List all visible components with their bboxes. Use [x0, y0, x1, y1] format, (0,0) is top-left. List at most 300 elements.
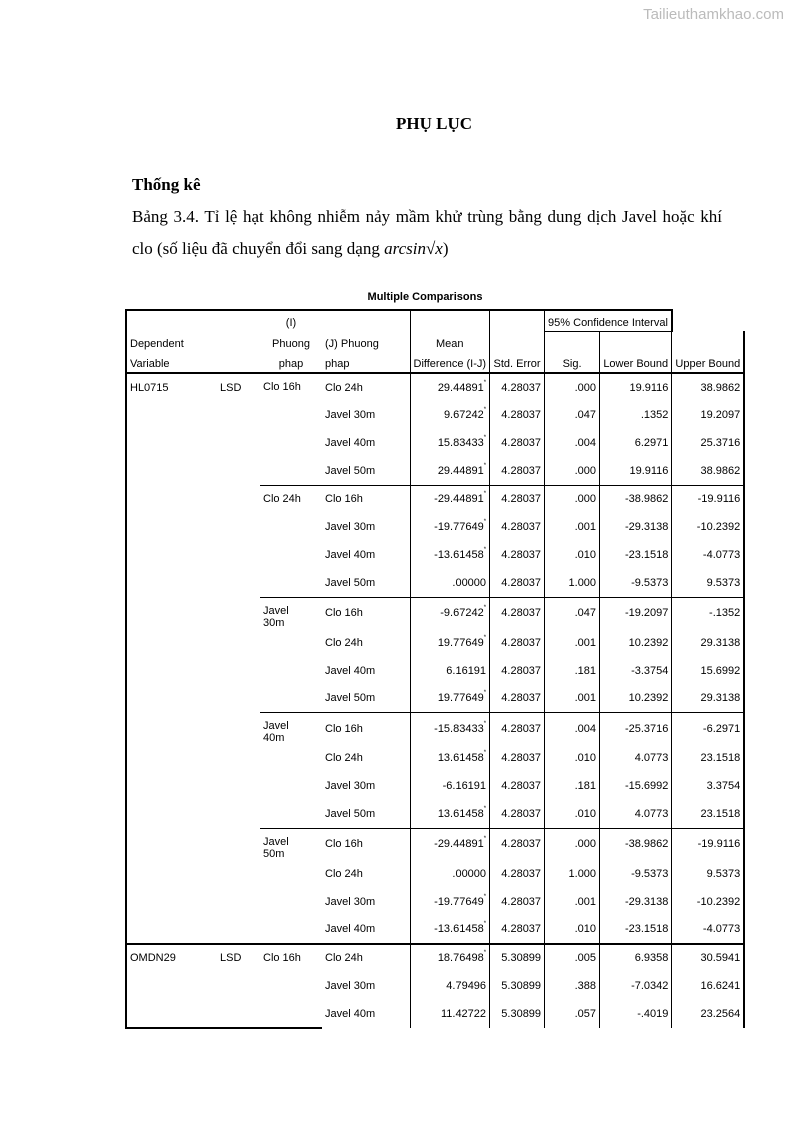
- std-error-cell: 4.28037: [490, 860, 545, 888]
- mean-diff-cell: [410, 685, 490, 713]
- mean-diff-value: 18.76498: [437, 952, 484, 964]
- table-row: [126, 513, 744, 541]
- method-cell: [217, 744, 260, 772]
- table-row: [126, 888, 744, 916]
- significance-star: *: [483, 690, 487, 697]
- method-cell: [217, 685, 260, 713]
- mean-diff-value: 29.44891: [437, 464, 484, 477]
- header-stderr: Std. Error: [490, 352, 545, 373]
- std-error-cell: 4.28037: [490, 513, 545, 541]
- method-cell: [217, 657, 260, 685]
- std-error-cell: 4.28037: [490, 373, 545, 401]
- significance-star: *: [483, 720, 487, 727]
- lower-bound-cell: -9.5373: [600, 569, 672, 597]
- sig-cell: .181: [545, 657, 600, 685]
- upper-bound-cell: -4.0773: [672, 916, 744, 944]
- upper-bound-cell: 30.5941: [672, 944, 744, 972]
- std-error-cell: 5.30899: [490, 972, 545, 1000]
- lower-bound-cell: 10.2392: [600, 629, 672, 657]
- mean-diff-value: -29.44891: [434, 493, 484, 506]
- lower-bound-cell: -9.5373: [600, 860, 672, 888]
- mean-diff-cell: [410, 657, 490, 685]
- std-error-cell: 4.28037: [490, 569, 545, 597]
- significance-star: *: [483, 407, 487, 413]
- table-row: [126, 828, 744, 860]
- j-method-cell: Javel 30m: [322, 772, 410, 800]
- lower-bound-cell: -38.9862: [600, 485, 672, 513]
- table-row: [126, 657, 744, 685]
- lower-bound-cell: 4.0773: [600, 744, 672, 772]
- upper-bound-cell: 9.5373: [672, 569, 744, 597]
- upper-bound-cell: 23.1518: [672, 744, 744, 772]
- header-cell: [600, 331, 672, 352]
- lower-bound-cell: -19.2097: [600, 597, 672, 629]
- header-row-1: [126, 310, 744, 331]
- sig-cell: .000: [545, 485, 600, 513]
- i-method-cell: [260, 744, 322, 772]
- multiple-comparisons-table: [125, 309, 745, 1029]
- i-method-cell: [260, 772, 322, 800]
- std-error-cell: 4.28037: [490, 541, 545, 569]
- significance-star: *: [483, 836, 487, 842]
- method-cell: [217, 401, 260, 429]
- upper-bound-cell: -.1352: [672, 597, 744, 629]
- header-sig: Sig.: [545, 352, 600, 373]
- std-error-cell: 4.28037: [490, 429, 545, 457]
- sig-cell: .001: [545, 685, 600, 713]
- std-error-cell: 4.28037: [490, 401, 545, 429]
- dependent-variable-cell: [126, 629, 217, 657]
- upper-bound-cell: 38.9862: [672, 457, 744, 485]
- i-method-cell: [260, 629, 322, 657]
- dependent-variable-cell: OMDN29: [126, 944, 217, 972]
- sig-cell: .001: [545, 888, 600, 916]
- i-method-cell: [260, 713, 322, 745]
- header-i-line3: phap: [260, 352, 322, 373]
- sig-cell: .004: [545, 429, 600, 457]
- std-error-cell: 4.28037: [490, 888, 545, 916]
- mean-diff-cell: [410, 457, 490, 485]
- i-method-cell: [260, 401, 322, 429]
- j-method-cell: Javel 40m: [322, 657, 410, 685]
- significance-star: *: [483, 634, 487, 641]
- sig-cell: 1.000: [545, 860, 600, 888]
- std-error-cell: 5.30899: [490, 944, 545, 972]
- mean-diff-cell: [410, 597, 490, 629]
- j-method-cell: Javel 40m: [322, 1000, 410, 1028]
- i-method-cell: [260, 597, 322, 629]
- std-error-cell: 4.28037: [490, 657, 545, 685]
- upper-bound-cell: 3.3754: [672, 772, 744, 800]
- table-row: [126, 1000, 744, 1028]
- caption-text: Bảng 3.4. Tỉ lệ hạt không nhiễm nảy mầm khử trùng bằng dung dịch Javel hoặc khí clo (số liệu đã chuyển đổi sang dạng: [132, 207, 722, 258]
- i-method-cell: [260, 657, 322, 685]
- i-method-line2: 40m: [263, 732, 285, 744]
- table-title: Multiple Comparisons: [367, 291, 483, 303]
- significance-star: *: [483, 462, 487, 469]
- mean-diff-value: 29.44891: [437, 381, 484, 394]
- j-method-cell: Javel 30m: [322, 972, 410, 1000]
- std-error-cell: 4.28037: [490, 800, 545, 828]
- dependent-variable-cell: [126, 916, 217, 944]
- upper-bound-cell: 19.2097: [672, 401, 744, 429]
- mean-diff-value: -19.77649: [434, 521, 484, 533]
- header-row-3: [126, 352, 744, 373]
- mean-diff-cell: [410, 629, 490, 657]
- i-method-cell: [260, 828, 322, 860]
- method-cell: [217, 513, 260, 541]
- sig-cell: 1.000: [545, 569, 600, 597]
- j-method-cell: Clo 24h: [322, 944, 410, 972]
- header-upper: Upper Bound: [672, 352, 744, 373]
- table-row: [126, 629, 744, 657]
- table-caption: [132, 201, 722, 265]
- upper-bound-cell: -10.2392: [672, 513, 744, 541]
- method-cell: [217, 485, 260, 513]
- sig-cell: .001: [545, 513, 600, 541]
- header-mean-line1: Mean: [410, 331, 490, 352]
- dependent-variable-cell: [126, 597, 217, 629]
- dependent-variable-cell: [126, 541, 217, 569]
- method-cell: [217, 888, 260, 916]
- lower-bound-cell: 4.0773: [600, 800, 672, 828]
- method-cell: [217, 429, 260, 457]
- std-error-cell: 4.28037: [490, 828, 545, 860]
- lower-bound-cell: 19.9116: [600, 373, 672, 401]
- table-row: [126, 429, 744, 457]
- dependent-variable-cell: [126, 401, 217, 429]
- mean-diff-cell: [410, 772, 490, 800]
- i-method-line1: Javel: [263, 604, 289, 617]
- std-error-cell: 4.28037: [490, 685, 545, 713]
- table-row: [126, 916, 744, 944]
- header-cell: [490, 310, 545, 331]
- lower-bound-cell: -29.3138: [600, 888, 672, 916]
- table-row: [126, 944, 744, 972]
- j-method-cell: Clo 24h: [322, 860, 410, 888]
- table-row: [126, 401, 744, 429]
- std-error-cell: 4.28037: [490, 597, 545, 629]
- lower-bound-cell: -29.3138: [600, 513, 672, 541]
- j-method-cell: Javel 30m: [322, 888, 410, 916]
- upper-bound-cell: 16.6241: [672, 972, 744, 1000]
- i-method-cell: [260, 860, 322, 888]
- sig-cell: .010: [545, 744, 600, 772]
- mean-diff-cell: [410, 541, 490, 569]
- significance-star: *: [483, 519, 487, 525]
- i-method-cell: [260, 888, 322, 916]
- mean-diff-cell: [410, 860, 490, 888]
- mean-diff-value: 11.42722: [440, 1007, 487, 1020]
- sig-cell: .001: [545, 629, 600, 657]
- i-method-line1: Clo 24h: [263, 492, 301, 505]
- mean-diff-cell: [410, 373, 490, 401]
- mean-diff-value: -9.67242: [440, 607, 484, 619]
- header-j-line2: phap: [322, 352, 410, 373]
- i-method-cell: [260, 457, 322, 485]
- mean-diff-cell: [410, 569, 490, 597]
- method-cell: [217, 1000, 260, 1028]
- significance-star: *: [483, 491, 487, 498]
- dependent-variable-cell: [126, 429, 217, 457]
- header-row-2: [126, 331, 744, 352]
- mean-diff-value: .00000: [452, 576, 487, 589]
- page-title: PHỤ LỤC: [395, 114, 473, 133]
- table-row: [126, 972, 744, 1000]
- i-method-line2: 30m: [263, 616, 285, 629]
- mean-diff-value: -15.83433: [434, 722, 484, 735]
- mean-diff-value: 13.61458: [437, 807, 484, 820]
- j-method-cell: Clo 24h: [322, 629, 410, 657]
- upper-bound-cell: -19.9116: [672, 485, 744, 513]
- method-cell: [217, 860, 260, 888]
- upper-bound-cell: 23.1518: [672, 800, 744, 828]
- upper-bound-cell: 23.2564: [672, 1000, 744, 1028]
- dependent-variable-cell: [126, 485, 217, 513]
- i-method-cell: [260, 1000, 322, 1028]
- mean-diff-value: 6.16191: [446, 664, 487, 677]
- mean-diff-cell: [410, 513, 490, 541]
- mean-diff-value: 13.61458: [437, 752, 484, 764]
- lower-bound-cell: 6.9358: [600, 944, 672, 972]
- lower-bound-cell: -3.3754: [600, 657, 672, 685]
- mean-diff-value: 4.79496: [446, 979, 487, 992]
- j-method-cell: Javel 50m: [322, 800, 410, 828]
- mean-diff-value: 15.83433: [437, 437, 484, 449]
- dependent-variable-cell: [126, 657, 217, 685]
- dependent-variable-cell: [126, 457, 217, 485]
- table-row: [126, 541, 744, 569]
- i-method-cell: [260, 541, 322, 569]
- i-method-cell: [260, 429, 322, 457]
- header-dep-line2: Variable: [126, 352, 260, 373]
- mean-diff-value: 19.77649: [437, 692, 484, 705]
- method-cell: LSD: [220, 381, 242, 394]
- dependent-variable-cell: [126, 800, 217, 828]
- lower-bound-cell: 19.9116: [600, 457, 672, 485]
- j-method-cell: Javel 40m: [322, 916, 410, 944]
- method-cell: [217, 457, 260, 485]
- sig-cell: .047: [545, 401, 600, 429]
- mean-diff-cell: [410, 744, 490, 772]
- mean-diff-cell: [410, 1000, 490, 1028]
- lower-bound-cell: -.4019: [600, 1000, 672, 1028]
- mean-diff-cell: [410, 713, 490, 745]
- i-method-line1: Javel: [263, 720, 289, 732]
- header-cell: [672, 331, 744, 352]
- watermark: Tailieuthamkhao.com: [643, 6, 784, 23]
- lower-bound-cell: -23.1518: [600, 916, 672, 944]
- lower-bound-cell: 6.2971: [600, 429, 672, 457]
- j-method-cell: Javel 50m: [322, 457, 410, 485]
- method-cell: [217, 916, 260, 944]
- method-cell: [217, 569, 260, 597]
- significance-star: *: [483, 950, 487, 956]
- significance-star: *: [483, 379, 487, 386]
- table-row: [126, 772, 744, 800]
- sig-cell: .057: [545, 1000, 600, 1028]
- header-dep-line1: Dependent: [126, 331, 260, 352]
- dependent-variable-cell: [126, 713, 217, 745]
- i-method-cell: [260, 916, 322, 944]
- dependent-variable-cell: [126, 888, 217, 916]
- significance-star: *: [483, 805, 487, 812]
- header-j-line1: (J) Phuong: [322, 331, 410, 352]
- i-method-cell: [260, 373, 322, 401]
- std-error-cell: 4.28037: [490, 916, 545, 944]
- upper-bound-cell: 29.3138: [672, 629, 744, 657]
- sig-cell: .000: [545, 373, 600, 401]
- upper-bound-cell: 15.6992: [672, 657, 744, 685]
- dependent-variable-cell: [126, 972, 217, 1000]
- j-method-cell: Javel 30m: [322, 513, 410, 541]
- std-error-cell: 4.28037: [490, 485, 545, 513]
- table-row: [126, 457, 744, 485]
- sig-cell: .010: [545, 916, 600, 944]
- method-cell: [217, 800, 260, 828]
- j-method-cell: Clo 24h: [322, 373, 410, 401]
- lower-bound-cell: -15.6992: [600, 772, 672, 800]
- significance-star: *: [483, 547, 487, 553]
- j-method-cell: Clo 24h: [322, 744, 410, 772]
- mean-diff-value: -13.61458: [434, 549, 484, 561]
- dependent-variable-cell: [126, 744, 217, 772]
- caption-suffix: ): [442, 239, 449, 258]
- upper-bound-cell: -19.9116: [672, 828, 744, 860]
- mean-diff-value: -6.16191: [442, 780, 487, 792]
- header-i-line1: (I): [260, 310, 322, 331]
- table-row: [126, 685, 744, 713]
- dependent-variable-cell: [126, 1000, 217, 1028]
- i-method-cell: [260, 800, 322, 828]
- sig-cell: .000: [545, 457, 600, 485]
- sig-cell: .047: [545, 597, 600, 629]
- std-error-cell: 4.28037: [490, 713, 545, 745]
- sig-cell: .010: [545, 541, 600, 569]
- significance-star: *: [483, 893, 487, 900]
- mean-diff-cell: [410, 888, 490, 916]
- method-cell: [217, 597, 260, 629]
- j-method-cell: Javel 40m: [322, 541, 410, 569]
- sig-cell: .181: [545, 772, 600, 800]
- method-cell: [217, 713, 260, 745]
- std-error-cell: 5.30899: [490, 1000, 545, 1028]
- method-cell: [217, 629, 260, 657]
- header-cell: [410, 310, 490, 331]
- dependent-variable-cell: [126, 772, 217, 800]
- header-mean: Difference (I-J): [410, 352, 490, 373]
- table-row: [126, 373, 744, 401]
- std-error-cell: 4.28037: [490, 744, 545, 772]
- mean-diff-cell: [410, 944, 490, 972]
- j-method-cell: Clo 16h: [322, 597, 410, 629]
- mean-diff-value: 19.77649: [437, 636, 484, 649]
- dependent-variable-cell: [126, 685, 217, 713]
- header-cell: [322, 310, 410, 331]
- sig-cell: .005: [545, 944, 600, 972]
- method-cell: [217, 541, 260, 569]
- significance-star: *: [483, 435, 487, 441]
- table-row: [126, 800, 744, 828]
- j-method-cell: Clo 16h: [322, 828, 410, 860]
- upper-bound-cell: 9.5373: [672, 860, 744, 888]
- mean-diff-cell: [410, 429, 490, 457]
- j-method-cell: Javel 30m: [322, 401, 410, 429]
- lower-bound-cell: -7.0342: [600, 972, 672, 1000]
- significance-star: *: [483, 921, 487, 927]
- upper-bound-cell: -4.0773: [672, 541, 744, 569]
- table-row: [126, 860, 744, 888]
- upper-bound-cell: 25.3716: [672, 429, 744, 457]
- mean-diff-value: .00000: [452, 867, 487, 880]
- j-method-cell: Javel 50m: [322, 685, 410, 713]
- mean-diff-value: -13.61458: [434, 923, 484, 935]
- i-method-line1: Javel: [263, 835, 289, 848]
- mean-diff-cell: [410, 800, 490, 828]
- method-cell: [217, 772, 260, 800]
- sig-cell: .388: [545, 972, 600, 1000]
- table-row: [126, 744, 744, 772]
- mean-diff-value: 9.67242: [443, 409, 484, 421]
- i-method-line1: Clo 16h: [263, 951, 301, 964]
- table-row: [126, 713, 744, 745]
- dependent-variable-cell: [126, 860, 217, 888]
- i-method-cell: [260, 685, 322, 713]
- significance-star: *: [483, 750, 487, 756]
- table-row: [126, 485, 744, 513]
- table-row: [126, 569, 744, 597]
- upper-bound-cell: 29.3138: [672, 685, 744, 713]
- i-method-cell: [260, 485, 322, 513]
- mean-diff-cell: [410, 972, 490, 1000]
- header-cell: [126, 310, 260, 331]
- std-error-cell: 4.28037: [490, 629, 545, 657]
- j-method-cell: Clo 16h: [322, 485, 410, 513]
- dependent-variable-cell: [126, 513, 217, 541]
- dependent-variable-cell: [126, 569, 217, 597]
- lower-bound-cell: -25.3716: [600, 713, 672, 745]
- table-row: [126, 597, 744, 629]
- header-lower: Lower Bound: [600, 352, 672, 373]
- method-cell: LSD: [217, 944, 260, 972]
- header-cell: [490, 331, 545, 352]
- j-method-cell: Javel 50m: [322, 569, 410, 597]
- sig-cell: .000: [545, 828, 600, 860]
- sig-cell: .004: [545, 713, 600, 745]
- section-title: Thống kê: [132, 175, 201, 194]
- j-method-cell: Javel 40m: [322, 429, 410, 457]
- i-method-line2: 50m: [263, 847, 285, 860]
- dependent-variable-cell: [126, 828, 217, 860]
- upper-bound-cell: -10.2392: [672, 888, 744, 916]
- i-method-cell: [260, 513, 322, 541]
- header-ci: 95% Confidence Interval: [545, 310, 672, 331]
- method-cell: [217, 972, 260, 1000]
- std-error-cell: 4.28037: [490, 457, 545, 485]
- i-method-cell: [260, 944, 322, 972]
- header-cell: [545, 331, 600, 352]
- lower-bound-cell: -38.9862: [600, 828, 672, 860]
- i-method-cell: [260, 569, 322, 597]
- mean-diff-cell: [410, 828, 490, 860]
- mean-diff-cell: [410, 916, 490, 944]
- lower-bound-cell: -23.1518: [600, 541, 672, 569]
- j-method-cell: Clo 16h: [322, 713, 410, 745]
- mean-diff-cell: [410, 485, 490, 513]
- significance-star: *: [483, 605, 487, 611]
- mean-diff-value: -19.77649: [434, 895, 484, 908]
- upper-bound-cell: -6.2971: [672, 713, 744, 745]
